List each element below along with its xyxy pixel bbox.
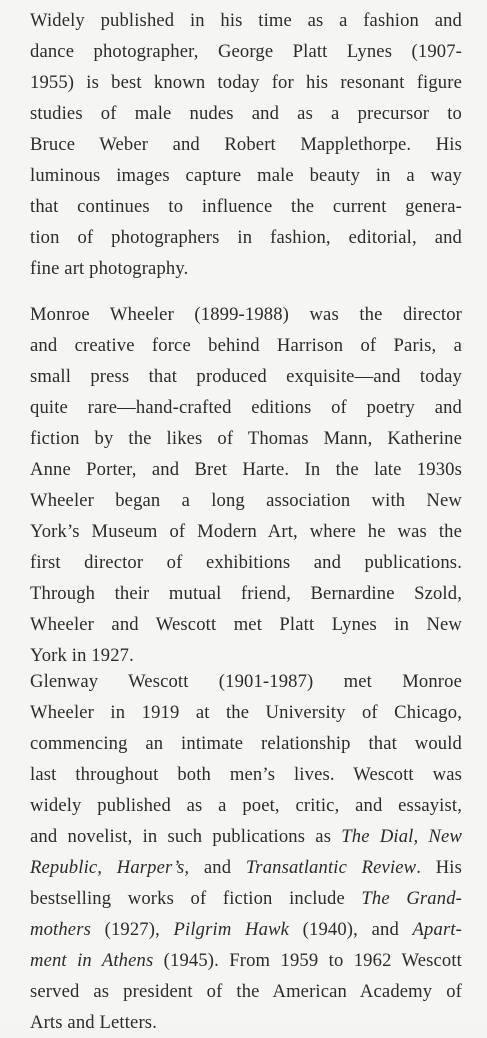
body-text: last throughout both men’s lives. Wescott was [30,764,462,785]
body-text: Arts and Letters. [30,1012,157,1033]
body-text: Monroe Wheeler (1899-1988) was the director [30,304,462,325]
body-text: first director of exhibitions and publications. [30,552,462,573]
text-line [30,222,462,253]
text-line [30,883,462,914]
text-line [30,728,462,759]
body-text: that continues to influence the current genera- [30,196,462,217]
paragraph-glenway-wescott [30,666,462,1038]
body-text: Through their mutual friend, Bernardine Szold, [30,583,462,604]
text-line [30,129,462,160]
text-line [30,759,462,790]
italic-title-text: The Grand- [361,888,462,909]
body-text: dance photographer, George Platt Lynes (1907- [30,41,462,62]
text-line [30,5,462,36]
body-text: York’s Museum of Modern Art, where he was the [30,521,462,542]
body-text: fiction by the likes of Thomas Mann, Katherine [30,428,462,449]
body-text: (1927), [90,919,174,940]
body-text: commencing an intimate relationship that would [30,733,462,754]
body-text: Glenway Wescott (1901-1987) met Monroe [30,671,462,692]
text-line [30,485,462,516]
paragraph-platt-lynes [30,5,462,284]
text-line [30,945,462,976]
text-line [30,392,462,423]
text-line [30,191,462,222]
body-text: quite rare—hand-crafted editions of poetry and [30,397,462,418]
body-text: and creative force behind Harrison of Paris, a [30,335,462,356]
body-text: tion of photographers in fashion, editorial, and [30,227,462,248]
body-text: (1940), and [289,919,413,940]
text-line [30,98,462,129]
text-line [30,299,462,330]
text-line [30,1007,462,1038]
italic-title-text: ment in Athens [30,950,154,971]
text-line [30,790,462,821]
italic-title-text: Transatlantic Review [245,857,417,878]
text-line [30,67,462,98]
italic-title-text: mothers [30,919,91,940]
text-line [30,361,462,392]
body-text: Wheeler began a long association with New [30,490,462,511]
italic-title-text: Republic, Harper’s, [30,857,190,878]
body-text: and novelist, in such publications as [30,826,342,847]
italic-title-text: The Dial, New [341,826,462,847]
body-text: Widely published in his time as a fashion and [30,10,462,31]
text-line [30,976,462,1007]
body-text: widely published as a poet, critic, and essayist, [30,795,462,816]
paragraph-monroe-wheeler [30,299,462,671]
italic-title-text: Apart- [412,919,462,940]
text-line [30,160,462,191]
text-line [30,578,462,609]
body-text: 1955) is best known today for his resonant figure [30,72,462,93]
body-text: studies of male nudes and as a precursor to [30,103,462,124]
body-text: (1945). From 1959 to 1962 Wescott [153,950,462,971]
body-text: York in 1927. [30,645,134,666]
text-line [30,852,462,883]
text-line [30,423,462,454]
body-text: bestselling works of fiction include [30,888,362,909]
body-text: served as president of the American Academy of [30,981,462,1002]
body-text: . His [416,857,462,878]
text-line [30,547,462,578]
body-text: fine art photography. [30,258,189,279]
text-line [30,914,462,945]
text-line [30,821,462,852]
text-line [30,697,462,728]
body-text: Anne Porter, and Bret Harte. In the late 1930s [30,459,462,480]
body-text: Bruce Weber and Robert Mapplethorpe. His [30,134,462,155]
text-line [30,666,462,697]
body-text: luminous images capture male beauty in a way [30,165,462,186]
body-text: and [189,857,246,878]
text-line [30,253,462,284]
text-line [30,516,462,547]
body-text: Wheeler in 1919 at the University of Chicago, [30,702,462,723]
text-line [30,330,462,361]
body-text: small press that produced exquisite—and today [30,366,462,387]
italic-title-text: Pilgrim Hawk [173,919,290,940]
body-text: Wheeler and Wescott met Platt Lynes in New [30,614,462,635]
text-line [30,36,462,67]
text-line [30,454,462,485]
text-line [30,609,462,640]
